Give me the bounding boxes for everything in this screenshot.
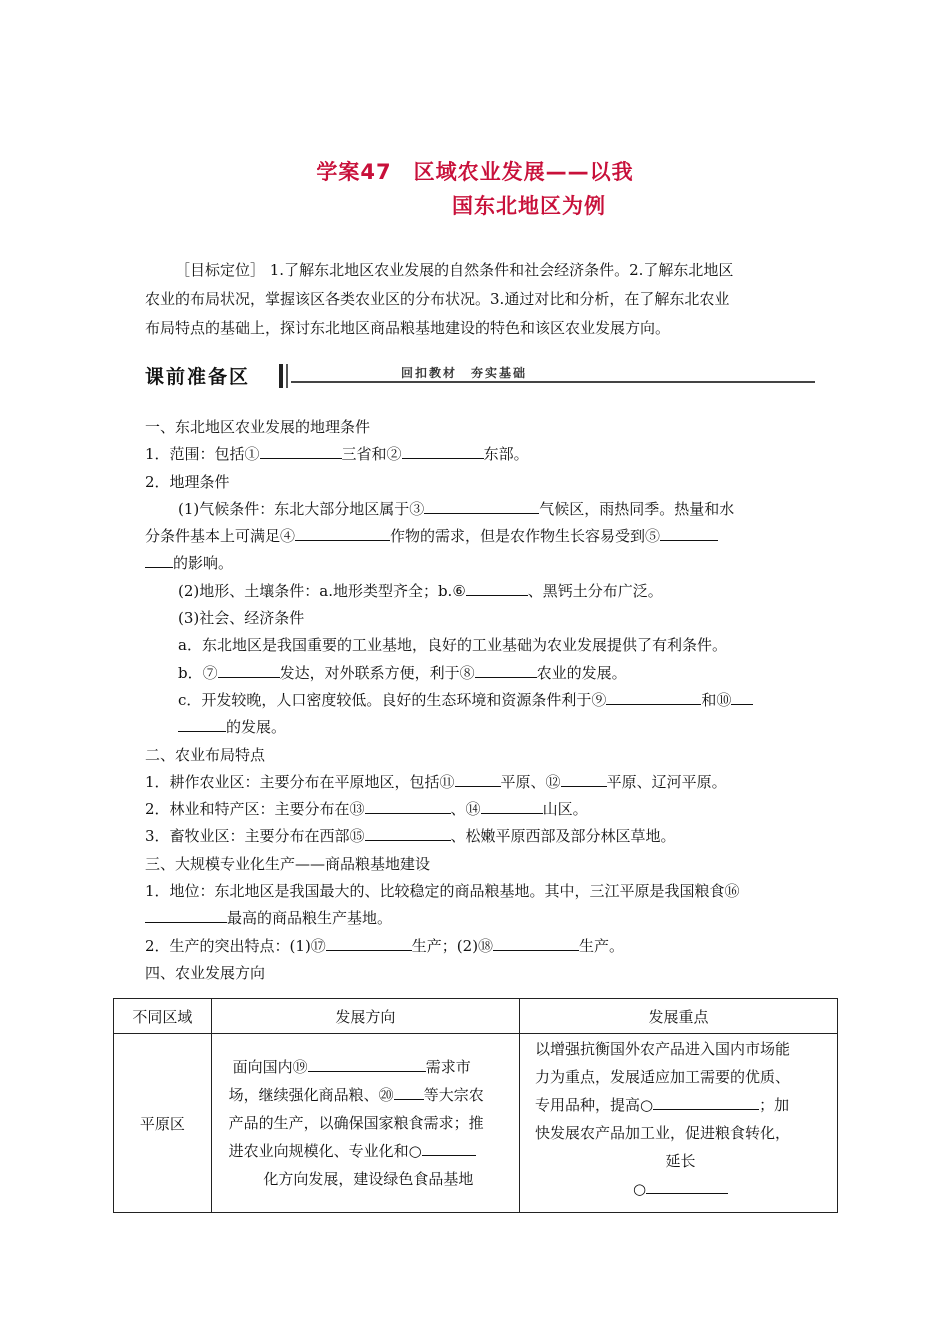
focus-cell: 以增强抗衡国外农产品进入国内市场能 力为重点，发展适应加工需要的优质、 专用品种，提高○ ；加 快发展农产品加工业，促进粮食转化， 延长 ○ bbox=[520, 1034, 838, 1213]
blank-20[interactable] bbox=[394, 1084, 424, 1100]
blank-18[interactable] bbox=[493, 935, 579, 951]
blank-17[interactable] bbox=[326, 935, 412, 951]
item-range: 1．范围：包括① 三省和② 东部。 bbox=[145, 445, 529, 464]
blank-2[interactable] bbox=[402, 443, 484, 459]
banner-subtitle: 回扣教材 夯实基础 bbox=[401, 366, 528, 380]
table-header: 不同区域 bbox=[114, 999, 212, 1034]
blank-10-cont[interactable] bbox=[178, 716, 226, 732]
blank-6[interactable] bbox=[466, 580, 528, 596]
blank-4[interactable] bbox=[295, 525, 390, 541]
item-forestry: 2．林业和特产区：主要分布在⑬ 、⑭ 山区。 bbox=[145, 800, 588, 819]
item-livestock: 3．畜牧业区：主要分布在西部⑮ 、松嫩平原西部及部分林区草地。 bbox=[145, 827, 676, 846]
blank-12[interactable] bbox=[561, 771, 607, 787]
objectives-line: 布局特点的基础上，探讨东北地区商品粮基地建设的特色和该区农业发展方向。 bbox=[145, 319, 671, 337]
banner-rule bbox=[291, 381, 815, 383]
section-banner bbox=[145, 362, 815, 390]
blank-22[interactable] bbox=[653, 1094, 759, 1110]
development-table bbox=[113, 998, 838, 1213]
table-header-row bbox=[114, 999, 838, 1034]
social-c-cont: 的发展。 bbox=[145, 714, 825, 741]
item-status: 1．地位：东北地区是我国最大的、比较稳定的商品粮基地。其中，三江平原是我国粮食⑯ bbox=[145, 882, 740, 901]
banner-bar bbox=[279, 364, 283, 388]
blank-5-cont[interactable] bbox=[145, 552, 173, 568]
blank-5[interactable] bbox=[660, 525, 718, 541]
table-header: 发展重点 bbox=[520, 999, 838, 1034]
blank-21[interactable] bbox=[422, 1140, 476, 1156]
social-b: b．⑦ 发达，对外联系方便，利于⑧ 农业的发展。 bbox=[178, 663, 627, 682]
blank-14[interactable] bbox=[481, 798, 543, 814]
social-a: a．东北地区是我国重要的工业基地，良好的工业基础为农业发展提供了有利条件。 bbox=[178, 636, 727, 655]
terrain-line: (2)地形、土壤条件：a.地形类型齐全；b.⑥ 、黑钙土分布广泛。 bbox=[178, 581, 663, 600]
item-status-cont: 最高的商品粮生产基地。 bbox=[145, 905, 825, 932]
heading-2: 二、农业布局特点 bbox=[145, 745, 266, 764]
page-title-line1: 学案47 区域农业发展——以我 bbox=[316, 160, 634, 184]
blank-9[interactable] bbox=[606, 689, 701, 705]
heading-4: 四、农业发展方向 bbox=[145, 963, 266, 982]
blank-1[interactable] bbox=[260, 443, 342, 459]
region-cell: 平原区 bbox=[114, 1034, 212, 1213]
social-heading: (3)社会、经济条件 bbox=[178, 609, 305, 628]
blank-7[interactable] bbox=[218, 662, 280, 678]
social-c: c．开发较晚，人口密度较低。良好的生态环境和资源条件利于⑨ 和⑩ bbox=[145, 687, 825, 714]
banner-label: 课前准备区 bbox=[145, 366, 251, 388]
blank-10[interactable] bbox=[731, 689, 753, 705]
page-title-line2: 国东北地区为例 bbox=[452, 194, 606, 218]
learning-objectives bbox=[145, 256, 815, 343]
blank-15[interactable] bbox=[365, 825, 451, 841]
table-header: 发展方向 bbox=[211, 999, 519, 1034]
blank-19[interactable] bbox=[308, 1056, 426, 1072]
climate-line: (1)气候条件：东北大部分地区属于③ 气候区，雨热同季。热量和水 bbox=[178, 499, 735, 518]
table-row bbox=[114, 1034, 838, 1213]
objectives-line: 农业的布局状况，掌握该区各类农业区的分布状况。3.通过对比和分析，在了解东北农业 bbox=[145, 290, 730, 308]
item-farming: 1．耕作农业区：主要分布在平原地区，包括⑪ 平原、⑫ 平原、辽河平原。 bbox=[145, 772, 727, 791]
blank-16[interactable] bbox=[145, 907, 227, 923]
objectives-line: ［目标定位］ 1.了解东北地区农业发展的自然条件和社会经济条件。2.了解东北地区 bbox=[175, 261, 734, 279]
item-conditions: 2．地理条件 bbox=[145, 472, 230, 491]
direction-cell: 面向国内⑲ 需求市 场，继续强化商品粮、⑳ 等大宗农 产品的生产，以确保国家粮食需求；推 进农业向规模化、专业化和○ 化方向发展，建设绿色食品基地 bbox=[211, 1034, 519, 1213]
heading-1: 一、东北地区农业发展的地理条件 bbox=[145, 418, 371, 436]
blank-11[interactable] bbox=[455, 771, 501, 787]
banner-bar bbox=[286, 364, 288, 388]
climate-line: 分条件基本上可满足④ 作物的需求，但是农作物生长容易受到⑤ bbox=[145, 523, 825, 550]
item-features: 2．生产的突出特点：(1)⑰ 生产；(2)⑱ 生产。 bbox=[145, 936, 625, 955]
blank-13[interactable] bbox=[365, 798, 451, 814]
climate-line: 的影响。 bbox=[145, 550, 825, 577]
blank-23[interactable] bbox=[646, 1178, 728, 1194]
blank-8[interactable] bbox=[475, 662, 537, 678]
heading-3: 三、大规模专业化生产——商品粮基地建设 bbox=[145, 854, 431, 873]
worksheet-content bbox=[145, 414, 825, 987]
blank-3[interactable] bbox=[424, 498, 539, 514]
